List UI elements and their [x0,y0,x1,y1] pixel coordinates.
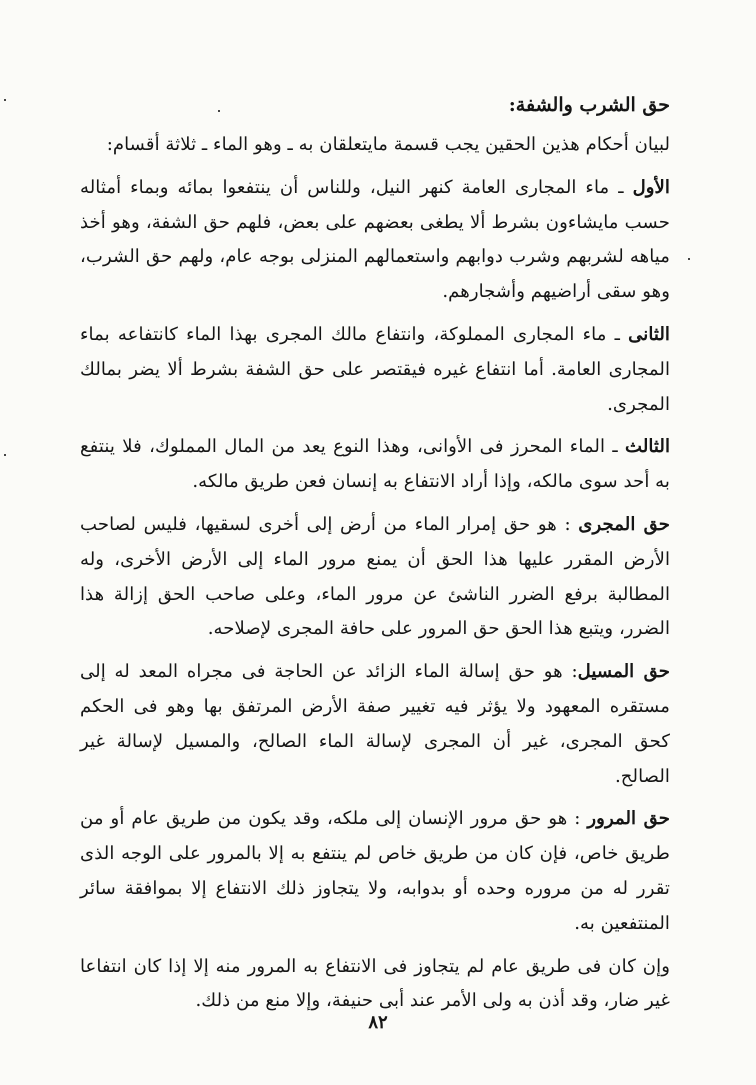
paragraph-second-lead: الثانى [628,323,670,345]
paragraph-murur [80,802,670,941]
paragraph-majra-lead: حق المجرى [578,513,670,535]
section-heading: حق الشرب والشفة: [508,94,670,116]
document-page [80,88,670,1027]
paragraph-murur-text: : هو حق مرور الإنسان إلى ملكه، وقد يكون من طريق عام أو من طريق خاص، فإن كان من طريق خاص لم ينتفع به إلا بالمرور على الوجه الذى تقرر له من مروره وحده أو بدوابه، ولا يتجاوز ذلك الانتفاع إلا بموافقة سائر المنتفعين به. [80,808,670,934]
paragraph-masil-text: : هو حق إسالة الماء الزائد عن الحاجة فى مجراه المعد له إلى مستقره المعهود ولا يؤثر فيه تغيير صفة الأرض المرتفق بها وهو فى الحكم كحق المجرى، غير أن المجرى لإسالة الماء الصالح، والمسيل لإسالة غير الصالح. [80,661,670,787]
intro-paragraph [80,128,670,163]
paragraph-masil-lead: حق المسيل [577,661,670,683]
paragraph-masil [80,655,670,794]
paragraph-majra [80,508,670,647]
page-number: ٨٢ [368,1012,388,1033]
scan-dot-right [688,258,690,260]
paragraph-third-text: ـ الماء المحرز فى الأوانى، وهذا النوع يعد من المال المملوك، فلا ينتفع به أحد سوى مالكه، وإذا أراد الانتفاع به إنسان فعن طريق مالكه. [80,436,670,493]
paragraph-public-road-text: وإن كان فى طريق عام لم يتجاوز فى الانتفاع به المرور منه إلا إذا كان انتفاعا غير ضار، وقد أذن به ولى الأمر عند أبى حنيفة، وإلا منع من ذلك. [80,955,670,1012]
paragraph-third-lead: الثالث [624,436,670,458]
paragraph-majra-text: : هو حق إمرار الماء من أرض إلى أخرى لسقيها، فليس لصاحب الأرض المقرر عليها هذا الحق أن يمنع مرور الماء إلى الأرض الأخرى، وله المطالبة برفع الضرر الناشئ عن مرور الماء، وعلى صاحب الحق إزالة هذا الضرر، ويتبع هذا الحق حق المرور على حافة المجرى لإصلاحه. [80,513,670,640]
paragraph-first-text: ـ ماء المجارى العامة كنهر النيل، وللناس أن ينتفعوا بمائه وبماء أمثاله حسب مايشاءون بشرط ألا يطغى بعضهم على بعض، فلهم حق الشفة، وهو أخذ مياهه لشربهم وشرب دوابهم واستعمالهم المنزلى بوجه عام، ولهم حق الشرب، وهو سقى أراضيهم وأشجارهم. [80,176,670,303]
intro-text: لبيان أحكام هذين الحقين يجب قسمة مايتعلقان به ـ وهو الماء ـ ثلاثة أقسام: [106,134,670,155]
paragraph-second-text: ـ ماء المجارى المملوكة، وانتفاع مالك المجرى بهذا الماء كانتفاعه بماء المجارى العامة. أما انتفاع غيره فيقتصر على حق الشفة بشرط ألا يضر بمالك المجرى. [80,323,670,415]
paragraph-first [80,171,670,310]
paragraph-murur-lead: حق المرور [587,808,671,830]
paragraph-public-road [80,950,670,1020]
paragraph-third [80,430,670,500]
paragraph-first-lead: الأول [632,176,670,198]
scan-dot-left [4,454,6,456]
scan-dot-top [4,99,6,101]
paragraph-second [80,318,670,422]
